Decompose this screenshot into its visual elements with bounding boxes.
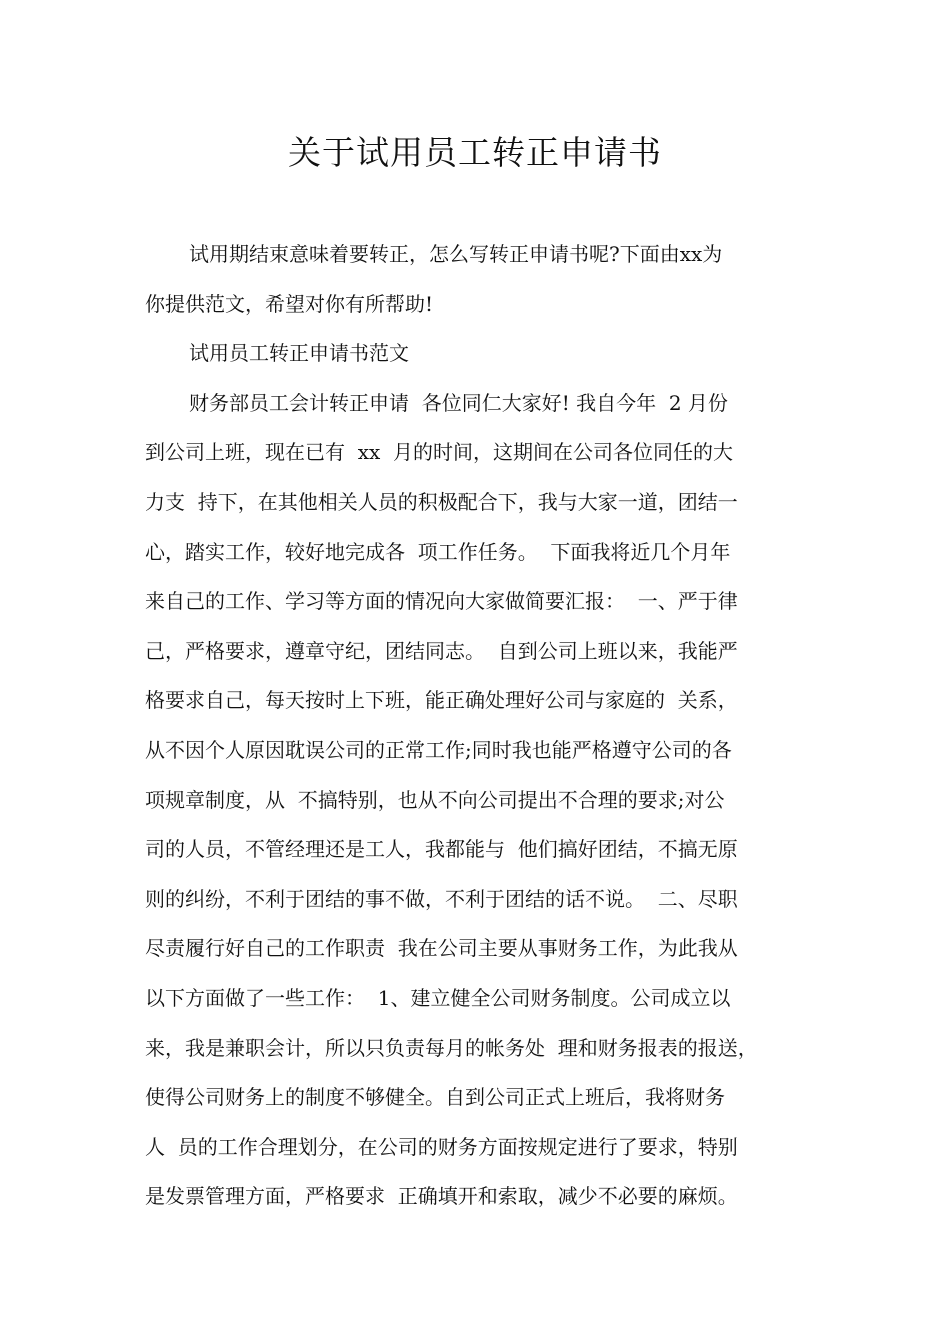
body-line: 尽责履行好自己的工作职责 我在公司主要从事财务工作，为此我从: [145, 936, 738, 961]
body-line: 使得公司财务上的制度不够健全。自到公司正式上班后，我将财务: [145, 1085, 725, 1110]
body-line: 格要求自己，每天按时上下班，能正确处理好公司与家庭的 关系，: [145, 688, 738, 713]
body-line: 到公司上班，现在已有 xx 月的时间，这期间在公司各位同任的大: [145, 440, 733, 465]
document-body: [145, 230, 817, 1222]
body-line: 心，踏实工作，较好地完成各 项工作任务。 下面我将近几个月年: [145, 539, 731, 564]
body-line: 试用员工转正申请书范文: [189, 341, 409, 366]
body-line: 你提供范文，希望对你有所帮助!: [145, 291, 434, 316]
body-line: 人 员的工作合理划分，在公司的财务方面按规定进行了要求，特别: [145, 1134, 738, 1159]
body-line: 来自己的工作、学习等方面的情况向大家做简要汇报： 一、严于律: [145, 589, 738, 614]
body-line: 司的人员，不管经理还是工人，我都能与 他们搞好团结，不搞无原: [145, 837, 738, 862]
body-line: 是发票管理方面，严格要求 正确填开和索取，减少不必要的麻烦。: [145, 1184, 738, 1209]
body-line: 以下方面做了一些工作： 1、建立健全公司财务制度。公司成立以: [145, 985, 731, 1010]
body-line: 来，我是兼职会计，所以只负责每月的帐务处 理和财务报表的报送，: [145, 1035, 758, 1060]
body-line: 从不因个人原因耽误公司的正常工作;同时我也能严格遵守公司的各: [145, 737, 732, 762]
body-line: 力支 持下，在其他相关人员的积极配合下，我与大家一道，团结一: [145, 489, 738, 514]
body-line: 财务部员工会计转正申请 各位同仁大家好! 我自今年 2 月份: [189, 390, 728, 415]
body-line: 则的纠纷，不利于团结的事不做，不利于团结的话不说。 二、尽职: [145, 886, 738, 911]
body-line: 项规章制度，从 不搞特别，也从不向公司提出不合理的要求;对公: [145, 787, 725, 812]
body-line: 试用期结束意味着要转正，怎么写转正申请书呢?下面由xx为: [189, 242, 723, 266]
document-title: 关于试用员工转正申请书: [288, 133, 662, 172]
body-line: 己，严格要求，遵章守纪，团结同志。 自到公司上班以来，我能严: [145, 638, 738, 663]
